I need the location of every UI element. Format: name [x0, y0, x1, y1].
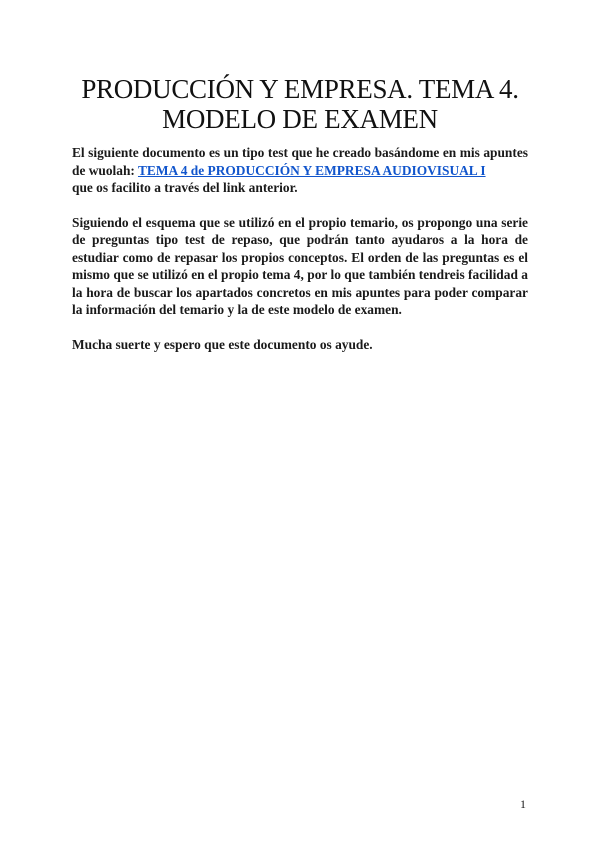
explanation-paragraph: Siguiendo el esquema que se utilizó en el propio temario, os propongo una serie de preguntas tipo test de repaso, que podrán tanto ayudaros a la hora de estudiar como de repasar los propios conceptos. El orden de las preguntas es el mismo que se utilizó en el propio tema 4, por lo que también tendreis facilidad a la hora de buscar los apartados concretos en mis apuntes para poder comparar la información del temario y la de este modelo de examen.: [72, 214, 528, 317]
notes-link[interactable]: TEMA 4 de PRODUCCIÓN Y EMPRESA AUDIOVISUAL I: [137, 162, 486, 178]
intro-text-after-link: que os facilito a través del link anterior.: [72, 180, 298, 195]
document-title: [40, 74, 560, 134]
intro-paragraph: [72, 144, 528, 197]
document-body: [72, 144, 528, 370]
title-line-2: MODELO DE EXAMEN: [162, 104, 438, 134]
page-number: 1: [520, 797, 526, 811]
closing-paragraph: Mucha suerte y espero que este documento os ayude.: [72, 336, 373, 352]
title-line-1: PRODUCCIÓN Y EMPRESA. TEMA 4.: [81, 74, 519, 104]
intro-text-before-link: El siguiente documento es un tipo test que he creado basándome en mis apuntes de wuolah:: [72, 145, 528, 178]
